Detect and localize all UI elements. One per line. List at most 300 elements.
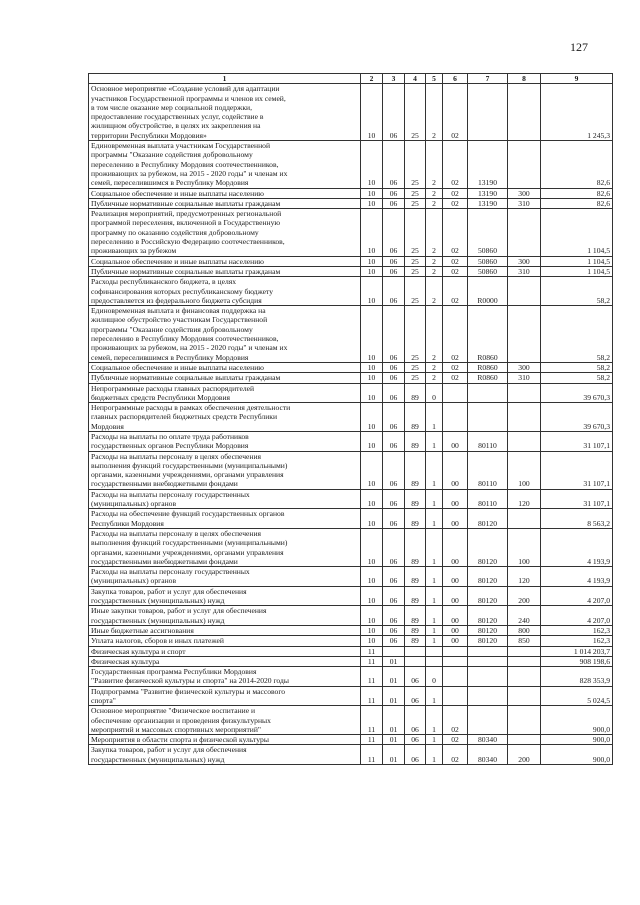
amount-cell: 39 670,3: [541, 403, 613, 432]
program-code-cell: 25: [405, 209, 426, 256]
subsection-code-cell: 06: [383, 84, 405, 141]
row-name-cell: Непрограммные расходы в рамках обеспечения деятельности главных распорядителей бюджетных средств Республики Мордовия: [89, 403, 361, 432]
target-code-cell: R0860: [468, 373, 508, 383]
expense-type-cell: 300: [508, 362, 541, 372]
activity-code-cell: 00: [443, 509, 468, 529]
subprogram-code-cell: 1: [426, 586, 443, 606]
amount-cell: 1 104,5: [541, 256, 613, 266]
table-row: [89, 141, 613, 188]
activity-code-cell: 00: [443, 636, 468, 646]
subprogram-code-cell: [426, 646, 443, 656]
row-name-cell: Иные закупки товаров, работ и услуг для обеспечения государственных (муниципальных) нужд: [89, 606, 361, 626]
section-code-cell: 11: [361, 667, 383, 687]
row-name-cell: Иные бюджетные ассигнования: [89, 625, 361, 635]
expense-type-cell: 100: [508, 451, 541, 489]
row-name-cell: Социальное обеспечение и иные выплаты населению: [89, 188, 361, 198]
amount-cell: 58,2: [541, 277, 613, 306]
program-code-cell: 89: [405, 403, 426, 432]
program-code-cell: 89: [405, 383, 426, 403]
program-code-cell: 89: [405, 606, 426, 626]
subsection-code-cell: 06: [383, 383, 405, 403]
target-code-cell: 80340: [468, 735, 508, 745]
subsection-code-cell: 06: [383, 625, 405, 635]
target-code-cell: 80340: [468, 745, 508, 765]
target-code-cell: R0860: [468, 306, 508, 363]
target-code-cell: 80120: [468, 625, 508, 635]
table-row: [89, 256, 613, 266]
expense-type-cell: 300: [508, 256, 541, 266]
table-row: [89, 266, 613, 276]
activity-code-cell: 02: [443, 266, 468, 276]
section-code-cell: 10: [361, 567, 383, 587]
table-row: [89, 735, 613, 745]
section-code-cell: 10: [361, 451, 383, 489]
target-code-cell: 13190: [468, 188, 508, 198]
target-code-cell: [468, 706, 508, 735]
row-name-cell: Расходы республиканского бюджета, в целях софинансирования которых республиканскому бюджету предоставляется из федерального бюджета субсидия: [89, 277, 361, 306]
subprogram-code-cell: [426, 656, 443, 666]
program-code-cell: 89: [405, 567, 426, 587]
subsection-code-cell: 01: [383, 745, 405, 765]
program-code-cell: 89: [405, 625, 426, 635]
target-code-cell: 50860: [468, 266, 508, 276]
row-name-cell: Подпрограмма "Развитие физической культуры и массового спорта": [89, 686, 361, 706]
section-code-cell: 11: [361, 745, 383, 765]
program-code-cell: 25: [405, 277, 426, 306]
expense-type-cell: 310: [508, 266, 541, 276]
expense-type-cell: [508, 706, 541, 735]
program-code-cell: 25: [405, 84, 426, 141]
section-code-cell: 10: [361, 209, 383, 256]
expense-type-cell: [508, 277, 541, 306]
section-code-cell: 10: [361, 198, 383, 208]
activity-code-cell: 02: [443, 84, 468, 141]
subsection-code-cell: 01: [383, 735, 405, 745]
program-code-cell: 25: [405, 362, 426, 372]
activity-code-cell: 00: [443, 567, 468, 587]
expense-type-cell: [508, 686, 541, 706]
activity-code-cell: [443, 383, 468, 403]
row-name-cell: Основное мероприятие «Создание условий для адаптации участников Государственной программы и членов их семей, в том числе оказание мер социальной поддержки, предоставление государственных услуг, содействие в жилищном обустройстве, в целях их закрепления на территории Республики Мордовия»: [89, 84, 361, 141]
activity-code-cell: 02: [443, 745, 468, 765]
subprogram-code-cell: 2: [426, 277, 443, 306]
amount-cell: 4 193,9: [541, 567, 613, 587]
amount-cell: 900,0: [541, 735, 613, 745]
program-code-cell: [405, 656, 426, 666]
subsection-code-cell: 06: [383, 277, 405, 306]
activity-code-cell: 02: [443, 306, 468, 363]
section-code-cell: 10: [361, 606, 383, 626]
program-code-cell: 25: [405, 373, 426, 383]
expense-type-cell: 310: [508, 373, 541, 383]
subsection-code-cell: 01: [383, 667, 405, 687]
program-code-cell: 25: [405, 306, 426, 363]
subsection-code-cell: 06: [383, 489, 405, 509]
subprogram-code-cell: 2: [426, 198, 443, 208]
subsection-code-cell: 06: [383, 188, 405, 198]
target-code-cell: [468, 383, 508, 403]
activity-code-cell: 00: [443, 489, 468, 509]
section-code-cell: 10: [361, 528, 383, 566]
subprogram-code-cell: 1: [426, 509, 443, 529]
subprogram-code-cell: 1: [426, 403, 443, 432]
row-name-cell: Публичные нормативные социальные выплаты гражданам: [89, 266, 361, 276]
subprogram-code-cell: 2: [426, 362, 443, 372]
section-code-cell: 10: [361, 373, 383, 383]
row-name-cell: Непрограммные расходы главных распорядителей бюджетных средств Республики Мордовия: [89, 383, 361, 403]
row-name-cell: Мероприятия в области спорта и физической культуры: [89, 735, 361, 745]
section-code-cell: 10: [361, 625, 383, 635]
table-row: [89, 656, 613, 666]
subprogram-code-cell: 2: [426, 373, 443, 383]
activity-code-cell: 02: [443, 706, 468, 735]
target-code-cell: [468, 403, 508, 432]
section-code-cell: 10: [361, 489, 383, 509]
subprogram-code-cell: 1: [426, 636, 443, 646]
activity-code-cell: 00: [443, 606, 468, 626]
program-code-cell: 89: [405, 489, 426, 509]
table-row: [89, 198, 613, 208]
table-row: [89, 306, 613, 363]
row-name-cell: Единовременная выплата и финансовая поддержка на жилищное обустройство участникам Государственной программы "Оказание содействия добровольному переселению в Республику Мордовия соотечественников, проживающих за рубежом, на 2015 - 2020 годы" и членам их семей, переселившимся в Республику Мордовия: [89, 306, 361, 363]
section-code-cell: 10: [361, 586, 383, 606]
target-code-cell: 80110: [468, 431, 508, 451]
program-code-cell: 06: [405, 706, 426, 735]
program-code-cell: 06: [405, 735, 426, 745]
section-code-cell: 11: [361, 656, 383, 666]
program-code-cell: 25: [405, 256, 426, 266]
section-code-cell: 10: [361, 431, 383, 451]
activity-code-cell: 00: [443, 625, 468, 635]
row-name-cell: Социальное обеспечение и иные выплаты населению: [89, 256, 361, 266]
row-name-cell: Расходы на выплаты по оплате труда работников государственных органов Республики Мордовия: [89, 431, 361, 451]
table-row: [89, 209, 613, 256]
amount-cell: 1 014 203,7: [541, 646, 613, 656]
row-name-cell: Государственная программа Республики Мордовия "Развитие физической культуры и спорта" на 2014-2020 годы: [89, 667, 361, 687]
column-header: 9: [541, 74, 613, 84]
row-name-cell: Закупка товаров, работ и услуг для обеспечения государственных (муниципальных) нужд: [89, 586, 361, 606]
table-row: [89, 667, 613, 687]
program-code-cell: [405, 646, 426, 656]
amount-cell: 39 670,3: [541, 383, 613, 403]
program-code-cell: 89: [405, 636, 426, 646]
section-code-cell: 10: [361, 636, 383, 646]
table-row: [89, 403, 613, 432]
target-code-cell: 80120: [468, 606, 508, 626]
subsection-code-cell: 01: [383, 706, 405, 735]
subsection-code-cell: 06: [383, 306, 405, 363]
expense-type-cell: [508, 141, 541, 188]
activity-code-cell: 00: [443, 528, 468, 566]
table-row: [89, 706, 613, 735]
target-code-cell: [468, 84, 508, 141]
program-code-cell: 06: [405, 745, 426, 765]
subsection-code-cell: 06: [383, 528, 405, 566]
row-name-cell: Реализация мероприятий, предусмотренных региональной программой переселения, включенной в Государственную программу по оказанию содействия добровольному переселению в Российскую Федерацию соотечественников, проживающих за рубежом: [89, 209, 361, 256]
amount-cell: 4 207,0: [541, 586, 613, 606]
expense-type-cell: 120: [508, 567, 541, 587]
table-row: [89, 373, 613, 383]
amount-cell: 5 024,5: [541, 686, 613, 706]
target-code-cell: 80120: [468, 567, 508, 587]
subprogram-code-cell: 1: [426, 431, 443, 451]
row-name-cell: Расходы на обеспечение функций государственных органов Республики Мордовия: [89, 509, 361, 529]
activity-code-cell: [443, 646, 468, 656]
program-code-cell: 89: [405, 586, 426, 606]
expense-type-cell: 850: [508, 636, 541, 646]
expense-type-cell: 300: [508, 188, 541, 198]
activity-code-cell: 02: [443, 188, 468, 198]
subsection-code-cell: 06: [383, 403, 405, 432]
table-row: [89, 646, 613, 656]
row-name-cell: Физическая культура: [89, 656, 361, 666]
activity-code-cell: 02: [443, 362, 468, 372]
activity-code-cell: 02: [443, 209, 468, 256]
subsection-code-cell: [383, 646, 405, 656]
expense-type-cell: [508, 403, 541, 432]
subprogram-code-cell: 1: [426, 745, 443, 765]
subsection-code-cell: 06: [383, 266, 405, 276]
target-code-cell: R0000: [468, 277, 508, 306]
expense-type-cell: 200: [508, 586, 541, 606]
table-row: [89, 567, 613, 587]
amount-cell: 900,0: [541, 706, 613, 735]
section-code-cell: 10: [361, 266, 383, 276]
subsection-code-cell: 06: [383, 373, 405, 383]
subsection-code-cell: 06: [383, 636, 405, 646]
subsection-code-cell: 06: [383, 198, 405, 208]
program-code-cell: 06: [405, 667, 426, 687]
expense-type-cell: [508, 306, 541, 363]
amount-cell: 4 207,0: [541, 606, 613, 626]
section-code-cell: 10: [361, 383, 383, 403]
amount-cell: 31 107,1: [541, 451, 613, 489]
amount-cell: 162,3: [541, 625, 613, 635]
table-row: [89, 636, 613, 646]
column-header: 5: [426, 74, 443, 84]
table-row: [89, 586, 613, 606]
table-row: [89, 745, 613, 765]
subsection-code-cell: 01: [383, 686, 405, 706]
amount-cell: 1 104,5: [541, 209, 613, 256]
expense-type-cell: [508, 509, 541, 529]
column-header: 6: [443, 74, 468, 84]
subprogram-code-cell: 1: [426, 567, 443, 587]
section-code-cell: 10: [361, 188, 383, 198]
subsection-code-cell: 06: [383, 451, 405, 489]
activity-code-cell: 02: [443, 735, 468, 745]
amount-cell: 82,6: [541, 198, 613, 208]
activity-code-cell: [443, 667, 468, 687]
subprogram-code-cell: 2: [426, 306, 443, 363]
section-code-cell: 10: [361, 84, 383, 141]
row-name-cell: Закупка товаров, работ и услуг для обеспечения государственных (муниципальных) нужд: [89, 745, 361, 765]
amount-cell: 58,2: [541, 373, 613, 383]
amount-cell: 58,2: [541, 306, 613, 363]
amount-cell: 82,6: [541, 188, 613, 198]
subprogram-code-cell: 2: [426, 188, 443, 198]
row-name-cell: Единовременная выплата участникам Государственной программы "Оказание содействия добровольному переселению в Республику Мордовия соотечественников, проживающих за рубежом, на 2015 - 2020 годы" и членам их семей, переселившимся в Республику Мордовия: [89, 141, 361, 188]
subsection-code-cell: 06: [383, 509, 405, 529]
section-code-cell: 10: [361, 403, 383, 432]
target-code-cell: 50860: [468, 256, 508, 266]
target-code-cell: 13190: [468, 141, 508, 188]
amount-cell: 4 193,9: [541, 528, 613, 566]
budget-table: [88, 73, 613, 765]
program-code-cell: 25: [405, 141, 426, 188]
subprogram-code-cell: 0: [426, 383, 443, 403]
column-header: 7: [468, 74, 508, 84]
subsection-code-cell: 06: [383, 431, 405, 451]
subsection-code-cell: 06: [383, 141, 405, 188]
target-code-cell: 13190: [468, 198, 508, 208]
section-code-cell: 11: [361, 646, 383, 656]
section-code-cell: 11: [361, 706, 383, 735]
expense-type-cell: [508, 667, 541, 687]
subprogram-code-cell: 2: [426, 266, 443, 276]
program-code-cell: 25: [405, 198, 426, 208]
table-row: [89, 489, 613, 509]
row-name-cell: Физическая культура и спорт: [89, 646, 361, 656]
target-code-cell: 80120: [468, 528, 508, 566]
table-row: [89, 277, 613, 306]
activity-code-cell: [443, 686, 468, 706]
program-code-cell: 89: [405, 528, 426, 566]
section-code-cell: 11: [361, 735, 383, 745]
subprogram-code-cell: 2: [426, 84, 443, 141]
activity-code-cell: 02: [443, 277, 468, 306]
amount-cell: 1 104,5: [541, 266, 613, 276]
table-row: [89, 362, 613, 372]
target-code-cell: [468, 686, 508, 706]
target-code-cell: 80120: [468, 509, 508, 529]
expense-type-cell: [508, 84, 541, 141]
column-header: 2: [361, 74, 383, 84]
subprogram-code-cell: 2: [426, 209, 443, 256]
table-row: [89, 451, 613, 489]
activity-code-cell: [443, 656, 468, 666]
amount-cell: 82,6: [541, 141, 613, 188]
row-name-cell: Расходы на выплаты персоналу в целях обеспечения выполнения функций государственными (муниципальными) органами, казенными учреждениями, органами управления государственными внебюджетными фондами: [89, 451, 361, 489]
subsection-code-cell: 06: [383, 606, 405, 626]
activity-code-cell: 02: [443, 141, 468, 188]
activity-code-cell: 02: [443, 256, 468, 266]
subprogram-code-cell: 1: [426, 735, 443, 745]
program-code-cell: 25: [405, 188, 426, 198]
activity-code-cell: 00: [443, 451, 468, 489]
target-code-cell: [468, 646, 508, 656]
table-row: [89, 383, 613, 403]
row-name-cell: Уплата налогов, сборов и иных платежей: [89, 636, 361, 646]
program-code-cell: 06: [405, 686, 426, 706]
table-header-row: [89, 74, 613, 84]
activity-code-cell: [443, 403, 468, 432]
amount-cell: 828 353,9: [541, 667, 613, 687]
table-row: [89, 431, 613, 451]
program-code-cell: 25: [405, 266, 426, 276]
table-row: [89, 528, 613, 566]
expense-type-cell: [508, 383, 541, 403]
row-name-cell: Расходы на выплаты персоналу в целях обеспечения выполнения функций государственными (муниципальными) органами, казенными учреждениями, органами управления государственными внебюджетными фондами: [89, 528, 361, 566]
target-code-cell: 80110: [468, 451, 508, 489]
expense-type-cell: [508, 735, 541, 745]
section-code-cell: 10: [361, 277, 383, 306]
target-code-cell: 80120: [468, 636, 508, 646]
subsection-code-cell: 06: [383, 586, 405, 606]
expense-type-cell: 120: [508, 489, 541, 509]
expense-type-cell: 200: [508, 745, 541, 765]
column-header: 1: [89, 74, 361, 84]
row-name-cell: Расходы на выплаты персоналу государственных (муниципальных) органов: [89, 489, 361, 509]
expense-type-cell: [508, 646, 541, 656]
subprogram-code-cell: 1: [426, 706, 443, 735]
section-code-cell: 11: [361, 686, 383, 706]
expense-type-cell: 240: [508, 606, 541, 626]
activity-code-cell: 02: [443, 373, 468, 383]
row-name-cell: Расходы на выплаты персоналу государственных (муниципальных) органов: [89, 567, 361, 587]
target-code-cell: 80110: [468, 489, 508, 509]
target-code-cell: 80120: [468, 586, 508, 606]
activity-code-cell: 00: [443, 586, 468, 606]
subsection-code-cell: 06: [383, 209, 405, 256]
column-header: 8: [508, 74, 541, 84]
amount-cell: 1 245,3: [541, 84, 613, 141]
subsection-code-cell: 06: [383, 256, 405, 266]
program-code-cell: 89: [405, 509, 426, 529]
subprogram-code-cell: 1: [426, 625, 443, 635]
section-code-cell: 10: [361, 509, 383, 529]
section-code-cell: 10: [361, 362, 383, 372]
expense-type-cell: 800: [508, 625, 541, 635]
program-code-cell: 89: [405, 451, 426, 489]
subsection-code-cell: 06: [383, 362, 405, 372]
amount-cell: 8 563,2: [541, 509, 613, 529]
expense-type-cell: [508, 656, 541, 666]
subprogram-code-cell: 0: [426, 667, 443, 687]
amount-cell: 58,2: [541, 362, 613, 372]
subprogram-code-cell: 1: [426, 451, 443, 489]
expense-type-cell: 100: [508, 528, 541, 566]
amount-cell: 162,3: [541, 636, 613, 646]
section-code-cell: 10: [361, 256, 383, 266]
expense-type-cell: [508, 209, 541, 256]
table-row: [89, 686, 613, 706]
target-code-cell: R0860: [468, 362, 508, 372]
amount-cell: 31 107,1: [541, 489, 613, 509]
amount-cell: 900,0: [541, 745, 613, 765]
table-row: [89, 625, 613, 635]
section-code-cell: 10: [361, 141, 383, 188]
row-name-cell: Социальное обеспечение и иные выплаты населению: [89, 362, 361, 372]
subprogram-code-cell: 2: [426, 141, 443, 188]
amount-cell: 908 198,6: [541, 656, 613, 666]
subprogram-code-cell: 2: [426, 256, 443, 266]
target-code-cell: [468, 667, 508, 687]
row-name-cell: Публичные нормативные социальные выплаты гражданам: [89, 198, 361, 208]
table-row: [89, 509, 613, 529]
amount-cell: 31 107,1: [541, 431, 613, 451]
expense-type-cell: 310: [508, 198, 541, 208]
subprogram-code-cell: 1: [426, 686, 443, 706]
section-code-cell: 10: [361, 306, 383, 363]
subsection-code-cell: 01: [383, 656, 405, 666]
target-code-cell: 50860: [468, 209, 508, 256]
activity-code-cell: 02: [443, 198, 468, 208]
subprogram-code-cell: 1: [426, 489, 443, 509]
table-row: [89, 606, 613, 626]
program-code-cell: 89: [405, 431, 426, 451]
expense-type-cell: [508, 431, 541, 451]
